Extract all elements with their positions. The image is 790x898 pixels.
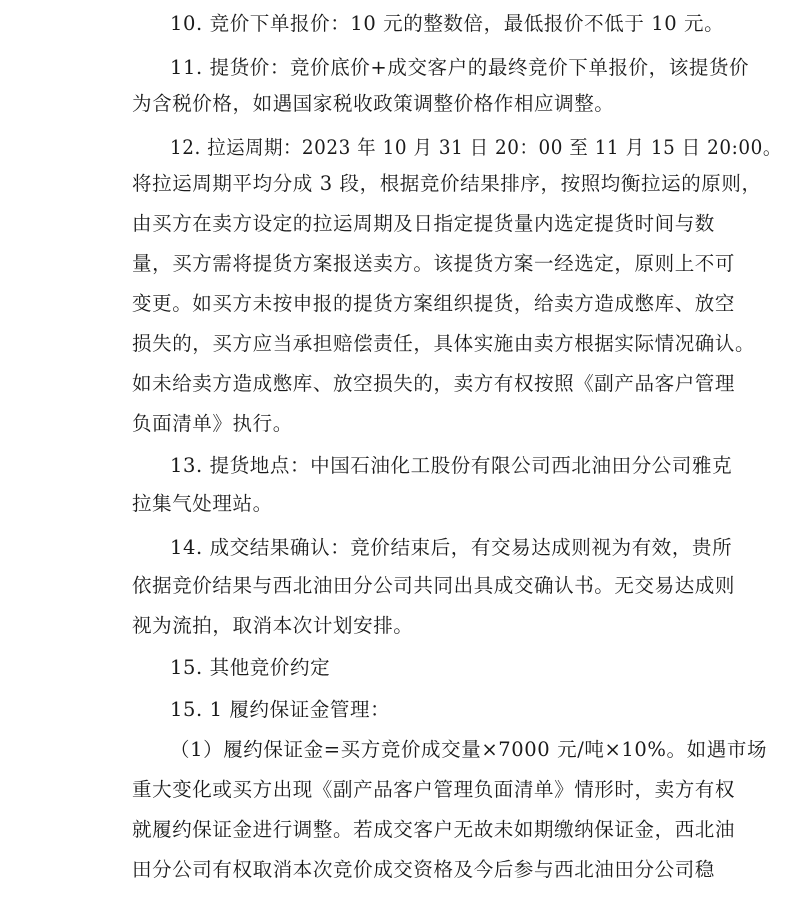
clause-15-1-item-1-line-4: 田分公司有权取消本次竞价成交资格及今后参与西北油田分公司稳 (132, 858, 715, 881)
clause-12-line-6: 损失的，买方应当承担赔偿责任，具体实施由卖方根据实际情况确认。 (132, 332, 756, 355)
clause-12-line-4: 量，买方需将提货方案报送卖方。该提货方案一经选定，原则上不可 (132, 252, 736, 275)
clause-12-line-8: 负面清单》执行。 (132, 412, 293, 435)
clause-10-line: 10. 竞价下单报价：10 元的整数倍，最低报价不低于 10 元。 (170, 12, 725, 35)
clause-12-line-7: 如未给卖方造成憋库、放空损失的，卖方有权按照《副产品客户管理 (132, 372, 736, 395)
clause-13-line-1: 13. 提货地点：中国石油化工股份有限公司西北油田分公司雅克 (170, 454, 733, 477)
clause-12-line-1: 12. 拉运周期：2023 年 10 月 31 日 20：00 至 11 月 15 日 20:00。 (170, 136, 782, 159)
clause-14-line-1: 14. 成交结果确认：竞价结束后，有交易达成则视为有效，贵所 (170, 536, 733, 559)
clause-15-1-item-1-line-3: 就履约保证金进行调整。若成交客户无故未如期缴纳保证金，西北油 (132, 818, 736, 841)
clause-11-line-2: 为含税价格，如遇国家税收政策调整价格作相应调整。 (132, 92, 615, 115)
clause-13-line-2: 拉集气处理站。 (132, 492, 273, 515)
clause-15-1-item-1-line-2: 重大变化或买方出现《副产品客户管理负面清单》情形时，卖方有权 (132, 778, 736, 801)
clause-15-1-heading: 15. 1 履约保证金管理： (170, 698, 391, 721)
clause-15-1-item-1-line-1: （1）履约保证金=买方竞价成交量×7000 元/吨×10%。如遇市场 (170, 738, 768, 761)
clause-12-line-2: 将拉运周期平均分成 3 段，根据竞价结果排序，按照均衡拉运的原则， (132, 172, 762, 195)
clause-12-line-3: 由买方在卖方设定的拉运周期及日指定提货量内选定提货时间与数 (132, 212, 715, 235)
clause-14-line-3: 视为流拍，取消本次计划安排。 (132, 614, 414, 637)
clause-12-line-5: 变更。如买方未按申报的提货方案组织提货，给卖方造成憋库、放空 (132, 292, 736, 315)
clause-14-line-2: 依据竞价结果与西北油田分公司共同出具成交确认书。无交易达成则 (132, 574, 736, 597)
clause-15-heading: 15. 其他竞价约定 (170, 656, 331, 679)
clause-11-line-1: 11. 提货价：竞价底价+成交客户的最终竞价下单报价，该提货价 (170, 56, 750, 79)
